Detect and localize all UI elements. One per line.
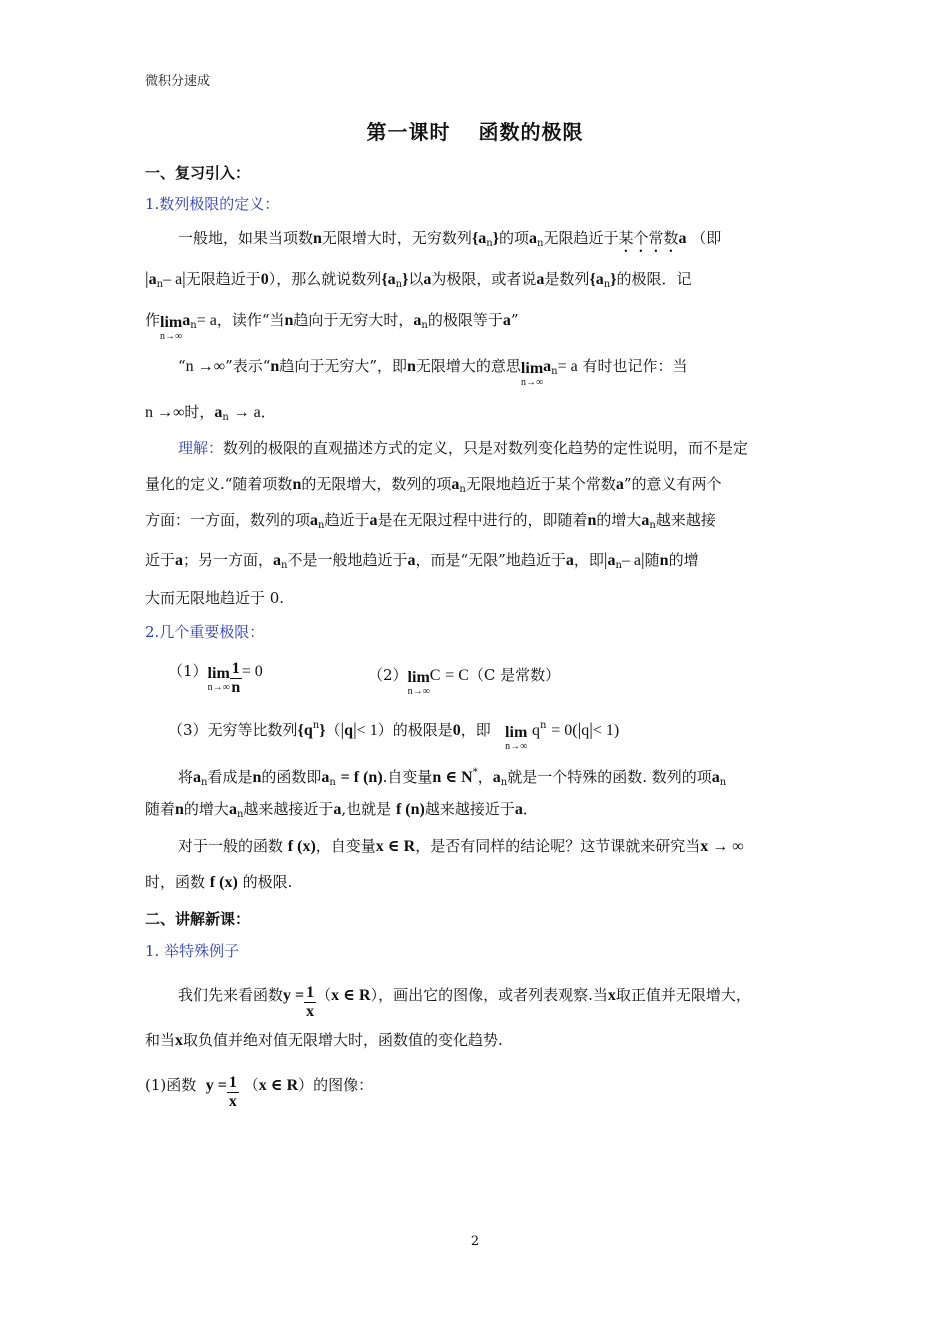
- para3-line3: 方面：一方面，数列的项$a_n$趋近于a是在无限过程中进行的，即随着n的增大$a_n$越来越接: [145, 511, 716, 531]
- para3-line1: 理解：数列的极限的直观描述方式的定义，只是对数列变化趋势的定性说明，而不是定: [178, 439, 749, 457]
- subheading-sequence-limit-definition: 1.数列极限的定义：: [145, 195, 280, 213]
- para4-line1: 将$a_n$看成是n的函数即$a_n = f$ (n).自变量n ∈ N*，$a_n$就是一个特殊的函数. 数列的项$a_n$: [178, 767, 727, 788]
- para2-line1: “n →∞”表示“n趋向于无穷大”，即n无限增大的意思 lim n→∞ $a_n= a$ 有时也记作：当: [178, 357, 688, 388]
- limit-3: （3）无穷等比数列$\{q^n\}(|q|< 1)$的极限是0，即 lim n→∞ $q^n = 0(|q|< 1)$: [168, 719, 620, 752]
- para6-line1: 我们先来看函数y = $\frac{1}{x}$ （x ∈ R），画出它的图像，或者列表观察.当x取正值并无限增大，: [178, 984, 751, 1020]
- para2-line2: n →∞时，$a_n \to a$．: [145, 403, 276, 423]
- para3-line2: 量化的定义.“随着项数n的无限增大，数列的项$a_n$无限地趋近于某个常数a”的意义有两个: [145, 475, 722, 495]
- para1-line1: 一般地，如果当项数n无限增大时，无穷数列$\{a_n\}$的项$a_n$无限趋近于某个常数a （即: [178, 229, 722, 249]
- limit-2: （2） lim n→∞ C = C（C 是常数）: [368, 666, 561, 697]
- subheading-important-limits: 2.几个重要极限：: [145, 623, 265, 641]
- para7-line1: (1)函数 y = $\frac{1}{x}$ （x ∈ R）的图像：: [145, 1074, 374, 1110]
- para3-line4: 近于a；另一方面，$a_n$不是一般地趋近于a，而是“无限”地趋近于a，即$|a_n-$ a|随n的增: [145, 549, 699, 571]
- para6-line2: 和当x取负值并绝对值无限增大时，函数值的变化趋势.: [145, 1031, 503, 1049]
- subheading-special-examples: 1. 举特殊例子: [145, 942, 240, 960]
- para5-line2: 时，函数 f (x) 的极限.: [145, 873, 293, 891]
- page-title: 第一课时 函数的极限: [366, 120, 584, 144]
- para1-line3: 作 lim n→∞ $a_n= a$，读作“当n趋向于无穷大时，$a_n$的极限等于a”: [145, 311, 519, 342]
- para3-line5: 大而无限地趋近于 0.: [145, 589, 285, 607]
- limit-1: （1） lim n→∞ $\frac{1}{n}$ = 0: [168, 660, 263, 696]
- para1-line2: $|a_n-$ a|无限趋近于0），那么就说数列$\{a_n\}$以a为极限，或者说a是数列$\{a_n\}$的极限．记: [145, 268, 692, 290]
- para4-line2: 随着n的增大$a_n$越来越接近于a,也就是 f (n)越来越接近于a．: [145, 800, 538, 820]
- page-number: 2: [470, 1234, 480, 1249]
- section-heading-review: 一、复习引入：: [145, 164, 251, 182]
- running-header: 微积分速成: [145, 74, 211, 89]
- para5-line1: 对于一般的函数 f (x)，自变量x ∈ R，是否有同样的结论呢？这节课就来研究当x → ∞: [178, 837, 744, 855]
- section-heading-new-lesson: 二、讲解新课：: [145, 910, 251, 928]
